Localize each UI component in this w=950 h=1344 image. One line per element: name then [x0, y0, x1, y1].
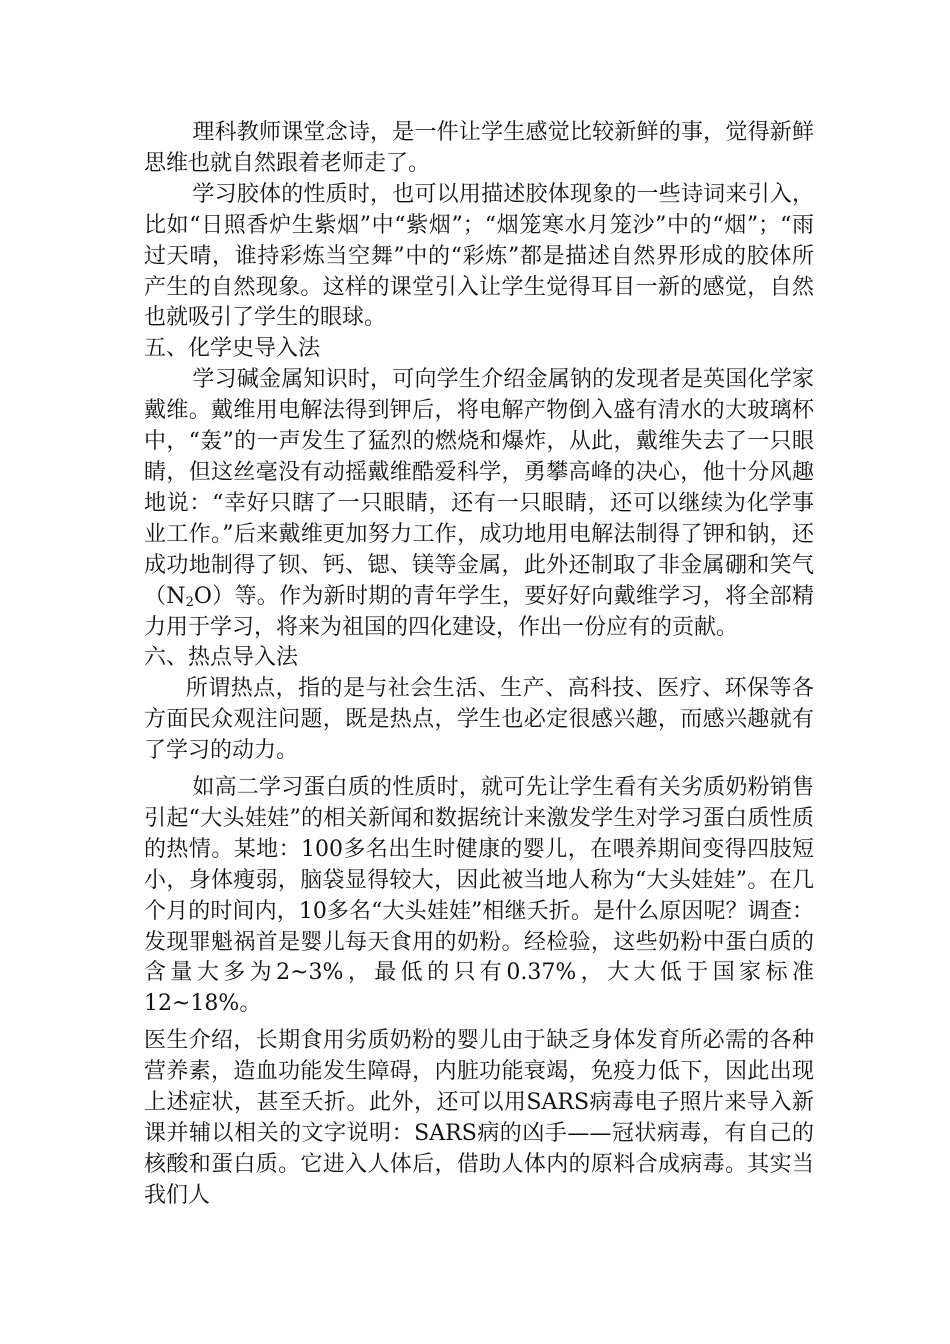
paragraph-davy-story	[144, 365, 814, 643]
paragraph-colloid-poems: 学习胶体的性质时，也可以用描述胶体现象的一些诗词来引入，比如“日照香炉生紫烟”中“紫烟”；“烟笼寒水月笼沙”中的“烟”；“雨过天晴，谁持彩炼当空舞”中的“彩炼”都是描述自然界形成的胶体所产生的自然现象。这样的课堂引入让学生觉得耳目一新的感觉，自然也就吸引了学生的眼球。	[144, 181, 814, 331]
section-heading-hot-topics: 六、热点导入法	[144, 645, 299, 671]
paragraph-milk-powder-case: 如高二学习蛋白质的性质时，就可先让学生看有关劣质奶粉销售引起“大头娃娃”的相关新闻和数据统计来激发学生对学习蛋白质性质的热情。某地：100多名出生时健康的婴儿，在喂养期间变得四肢短小，身体瘦弱，脑袋显得较大，因此被当地人称为“大头娃娃”。在几个月的时间内，10多名“大头娃娃”相继夭折。是什么原因呢？调查：发现罪魁祸首是婴儿每天食用的奶粉。经检验，这些奶粉中蛋白质的含量大多为2~3%，最低的只有0.37%，大大低于国家标准12~18%。	[144, 775, 814, 1017]
davy-text-part-1: 学习碱金属知识时，可向学生介绍金属钠的发现者是英国化学家戴维。戴维用电解法得到钾后，将电解产物倒入盛有清水的大玻璃杯中，“轰”的一声发生了猛烈的燃烧和爆炸，从此，戴维失去了一只眼睛，但这丝毫没有动摇戴维酷爱科学，勇攀高峰的决心，他十分风趣地说：“幸好只瞎了一只眼睛，还有一只眼睛，还可以继续为化学事业工作。”后来戴维更加努力工作，成功地用电解法制得了钾和钠，还成功地制得了钡、钙、锶、镁等金属，此外还制取了非金属硼和笑气（N	[144, 367, 814, 609]
paragraph-doctor-sars: 医生介绍，长期食用劣质奶粉的婴儿由于缺乏身体发育所必需的各种营养素，造血功能发生障碍，内脏功能衰竭，免疫力低下，因此出现上述症状，甚至夭折。此外，还可以用SARS病毒电子照片来导入新课并辅以相关的文字说明：SARS病的凶手——冠状病毒，有自己的核酸和蛋白质。它进入人体后，借助人体内的原料合成病毒。其实当我们人	[144, 1028, 814, 1208]
subscript-2: 2	[185, 594, 194, 610]
davy-text-part-2: O）等。作为新时期的青年学生，要好好向戴维学习，将全部精力用于学习，将来为祖国的四化建设，作出一份应有的贡献。	[144, 583, 814, 640]
document-body	[144, 118, 814, 1212]
paragraph-hot-topic-definition: 所谓热点，指的是与社会生活、生产、高科技、医疗、环保等各方面民众观注问题，既是热点，学生也必定很感兴趣，而感兴趣就有了学习的动力。	[144, 676, 814, 764]
section-heading-chemistry-history: 五、化学史导入法	[144, 336, 321, 362]
paragraph-poetry-novelty: 理科教师课堂念诗，是一件让学生感觉比较新鲜的事，觉得新鲜思维也就自然跟着老师走了。	[144, 120, 814, 176]
